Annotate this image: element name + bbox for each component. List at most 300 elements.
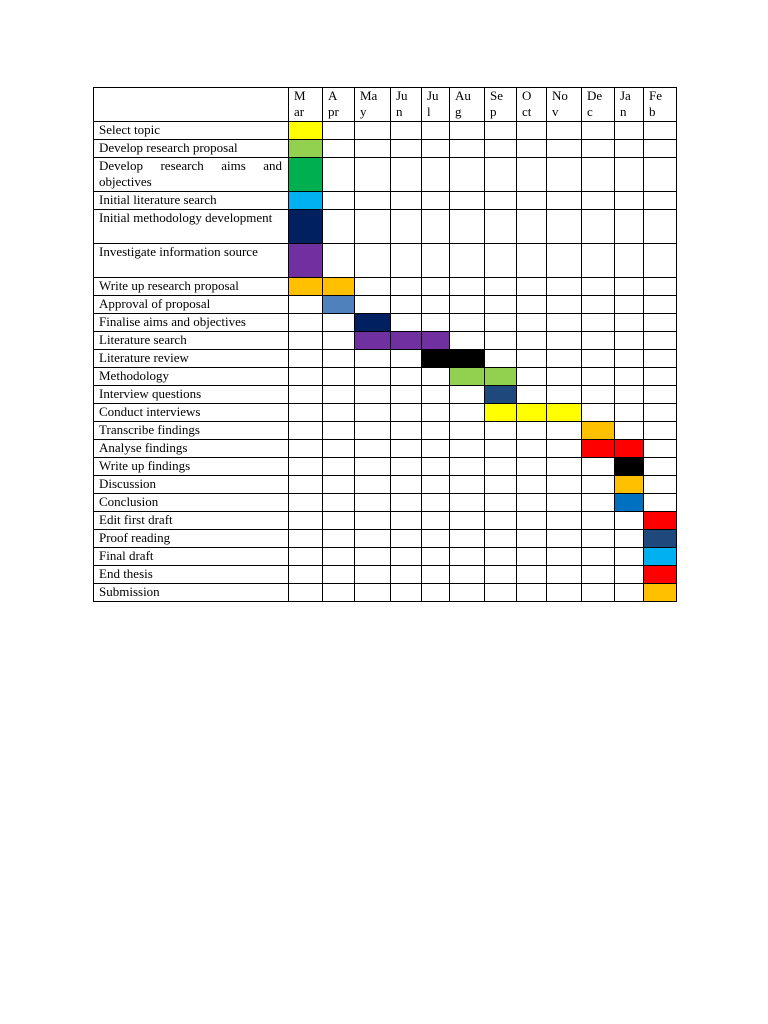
gantt-empty-cell [547,350,582,368]
gantt-empty-cell [450,244,485,278]
gantt-empty-cell [615,122,644,140]
gantt-empty-cell [450,278,485,296]
gantt-empty-cell [485,244,517,278]
task-row [94,314,677,332]
task-label-text: Interview questions [99,386,202,401]
gantt-empty-cell [391,386,422,404]
gantt-empty-cell [355,422,391,440]
gantt-empty-cell [391,548,422,566]
task-label [94,314,289,332]
gantt-empty-cell [391,350,422,368]
gantt-bar-cell [450,368,485,386]
gantt-empty-cell [391,314,422,332]
gantt-bar-cell [485,368,517,386]
gantt-empty-cell [547,210,582,244]
gantt-empty-cell [355,458,391,476]
gantt-empty-cell [323,530,355,548]
gantt-empty-cell [517,440,547,458]
month-header [323,88,355,122]
gantt-empty-cell [547,158,582,192]
gantt-empty-cell [582,494,615,512]
gantt-empty-cell [323,158,355,192]
gantt-empty-cell [485,314,517,332]
gantt-bar-cell [582,422,615,440]
month-header-part: b [649,104,656,119]
task-label [94,210,289,244]
gantt-empty-cell [422,122,450,140]
gantt-empty-cell [582,584,615,602]
gantt-empty-cell [547,476,582,494]
gantt-empty-cell [485,140,517,158]
task-label-text: Investigate information source [99,244,258,259]
gantt-empty-cell [517,458,547,476]
task-row [94,548,677,566]
gantt-empty-cell [450,404,485,422]
task-label-text: Submission [99,584,160,599]
month-header-part: O [522,88,532,103]
gantt-empty-cell [517,158,547,192]
gantt-empty-cell [485,476,517,494]
month-header [547,88,582,122]
gantt-empty-cell [355,296,391,314]
gantt-empty-cell [547,278,582,296]
gantt-empty-cell [422,494,450,512]
gantt-empty-cell [644,158,677,192]
gantt-empty-cell [422,296,450,314]
gantt-empty-cell [517,368,547,386]
gantt-empty-cell [323,584,355,602]
gantt-empty-cell [289,548,323,566]
month-header [289,88,323,122]
gantt-bar-cell [391,332,422,350]
task-label-text: Discussion [99,476,157,491]
gantt-bar-cell [289,158,323,192]
gantt-empty-cell [391,404,422,422]
gantt-empty-cell [615,278,644,296]
gantt-empty-cell [323,244,355,278]
month-header-part: Fe [649,88,662,103]
task-rows [94,122,677,602]
gantt-bar-cell [547,404,582,422]
gantt-empty-cell [517,422,547,440]
gantt-bar-cell [615,476,644,494]
gantt-empty-cell [485,332,517,350]
month-header-part: n [620,104,627,119]
gantt-bar-cell [289,210,323,244]
gantt-empty-cell [450,192,485,210]
gantt-empty-cell [289,296,323,314]
gantt-empty-cell [289,314,323,332]
gantt-empty-cell [582,296,615,314]
task-row [94,386,677,404]
gantt-empty-cell [391,458,422,476]
gantt-empty-cell [547,512,582,530]
gantt-empty-cell [547,458,582,476]
gantt-empty-cell [615,530,644,548]
gantt-empty-cell [355,476,391,494]
gantt-empty-cell [323,422,355,440]
task-label [94,512,289,530]
task-row [94,566,677,584]
gantt-bar-cell [450,350,485,368]
gantt-empty-cell [323,458,355,476]
task-label-text: Develop research aims and objectives [99,158,282,189]
gantt-empty-cell [450,296,485,314]
month-header [355,88,391,122]
task-label-text: Final draft [99,548,154,563]
task-label [94,548,289,566]
gantt-empty-cell [323,404,355,422]
gantt-empty-cell [391,122,422,140]
month-header-part: Ja [620,88,631,103]
gantt-empty-cell [485,210,517,244]
gantt-empty-cell [391,422,422,440]
gantt-empty-cell [547,386,582,404]
gantt-empty-cell [355,278,391,296]
gantt-empty-cell [644,404,677,422]
task-row [94,368,677,386]
gantt-empty-cell [644,350,677,368]
gantt-empty-cell [582,210,615,244]
gantt-empty-cell [289,440,323,458]
gantt-empty-cell [547,494,582,512]
gantt-empty-cell [615,192,644,210]
gantt-empty-cell [582,192,615,210]
gantt-empty-cell [517,244,547,278]
gantt-empty-cell [450,386,485,404]
task-label [94,458,289,476]
gantt-empty-cell [355,192,391,210]
gantt-empty-cell [517,512,547,530]
task-label-text: Methodology [99,368,170,383]
month-header-part: c [587,104,593,119]
gantt-empty-cell [485,566,517,584]
gantt-empty-cell [323,140,355,158]
gantt-empty-cell [391,566,422,584]
gantt-empty-cell [644,296,677,314]
gantt-empty-cell [547,368,582,386]
gantt-empty-cell [485,440,517,458]
task-label [94,566,289,584]
gantt-empty-cell [547,192,582,210]
task-label-text: Transcribe findings [99,422,200,437]
task-label [94,530,289,548]
month-header [450,88,485,122]
task-label [94,350,289,368]
gantt-empty-cell [422,584,450,602]
month-header [582,88,615,122]
gantt-empty-cell [485,512,517,530]
month-header-part: p [490,104,497,119]
gantt-empty-cell [355,404,391,422]
gantt-empty-cell [582,548,615,566]
gantt-bar-cell [422,350,450,368]
gantt-empty-cell [485,350,517,368]
gantt-empty-cell [355,122,391,140]
gantt-empty-cell [615,512,644,530]
gantt-empty-cell [391,494,422,512]
gantt-bar-cell [289,122,323,140]
task-label-text: Literature review [99,350,189,365]
gantt-empty-cell [422,458,450,476]
gantt-empty-cell [517,476,547,494]
gantt-empty-cell [615,140,644,158]
gantt-empty-cell [422,278,450,296]
task-label-text: Conduct interviews [99,404,201,419]
month-header-part: Au [455,88,471,103]
gantt-empty-cell [517,584,547,602]
task-label [94,158,289,192]
gantt-empty-cell [615,566,644,584]
gantt-empty-cell [355,386,391,404]
gantt-empty-cell [289,512,323,530]
task-label-text: Initial methodology development [99,210,273,225]
gantt-empty-cell [323,210,355,244]
gantt-empty-cell [355,368,391,386]
month-header [517,88,547,122]
gantt-empty-cell [644,440,677,458]
gantt-empty-cell [422,158,450,192]
gantt-empty-cell [450,422,485,440]
gantt-empty-cell [644,314,677,332]
gantt-empty-cell [289,530,323,548]
gantt-empty-cell [547,422,582,440]
gantt-empty-cell [355,584,391,602]
gantt-empty-cell [355,244,391,278]
task-label [94,244,289,278]
task-column-header [94,88,289,122]
gantt-empty-cell [422,192,450,210]
gantt-empty-cell [450,530,485,548]
gantt-bar-cell [644,512,677,530]
month-header-part: ar [294,104,305,119]
month-header-part: n [396,104,403,119]
gantt-empty-cell [391,210,422,244]
gantt-bar-cell [615,440,644,458]
gantt-empty-cell [450,314,485,332]
gantt-empty-cell [355,494,391,512]
gantt-empty-cell [615,314,644,332]
task-label-text: Select topic [99,122,161,137]
gantt-empty-cell [355,548,391,566]
task-label-text: Develop research proposal [99,140,238,155]
month-header-part: Se [490,88,503,103]
task-label-text: Write up research proposal [99,278,239,293]
gantt-empty-cell [644,386,677,404]
gantt-empty-cell [517,314,547,332]
month-header [615,88,644,122]
gantt-empty-cell [547,332,582,350]
gantt-empty-cell [323,548,355,566]
gantt-empty-cell [485,458,517,476]
gantt-empty-cell [517,122,547,140]
gantt-empty-cell [485,422,517,440]
gantt-empty-cell [582,158,615,192]
month-header-part: pr [328,104,339,119]
gantt-empty-cell [391,368,422,386]
task-row [94,122,677,140]
gantt-empty-cell [485,278,517,296]
gantt-empty-cell [450,122,485,140]
task-label-text: Analyse findings [99,440,188,455]
gantt-empty-cell [644,244,677,278]
gantt-bar-cell [355,332,391,350]
gantt-empty-cell [323,314,355,332]
gantt-empty-cell [450,512,485,530]
task-label [94,584,289,602]
month-header-part: Ju [396,88,408,103]
month-header-part: A [328,88,338,103]
gantt-empty-cell [391,512,422,530]
gantt-bar-cell [422,332,450,350]
gantt-empty-cell [323,386,355,404]
gantt-empty-cell [422,368,450,386]
gantt-empty-cell [391,530,422,548]
task-row [94,476,677,494]
task-row [94,210,677,244]
gantt-empty-cell [355,566,391,584]
month-header-row [94,88,677,122]
task-row [94,192,677,210]
gantt-empty-cell [485,158,517,192]
gantt-empty-cell [422,512,450,530]
gantt-empty-cell [289,584,323,602]
gantt-empty-cell [422,386,450,404]
gantt-empty-cell [422,210,450,244]
task-row [94,332,677,350]
task-row [94,244,677,278]
task-row [94,158,677,192]
gantt-empty-cell [517,350,547,368]
gantt-empty-cell [517,192,547,210]
gantt-empty-cell [391,192,422,210]
gantt-empty-cell [517,140,547,158]
task-label [94,140,289,158]
gantt-empty-cell [485,494,517,512]
gantt-empty-cell [485,296,517,314]
gantt-empty-cell [323,440,355,458]
gantt-bar-cell [289,244,323,278]
task-row [94,584,677,602]
task-label [94,440,289,458]
month-header-part: Ma [360,88,378,103]
task-label [94,386,289,404]
gantt-empty-cell [422,244,450,278]
gantt-bar-cell [485,386,517,404]
gantt-bar-cell [355,314,391,332]
gantt-empty-cell [355,210,391,244]
task-label [94,192,289,210]
gantt-empty-cell [422,404,450,422]
gantt-empty-cell [517,386,547,404]
gantt-empty-cell [355,350,391,368]
gantt-empty-cell [323,350,355,368]
task-row [94,278,677,296]
gantt-empty-cell [582,244,615,278]
gantt-empty-cell [422,440,450,458]
gantt-empty-cell [450,566,485,584]
gantt-empty-cell [582,314,615,332]
gantt-empty-cell [615,368,644,386]
task-label [94,368,289,386]
task-label-text: Initial literature search [99,192,217,207]
gantt-empty-cell [547,244,582,278]
task-label-text: Finalise aims and objectives [99,314,246,329]
gantt-empty-cell [391,140,422,158]
gantt-empty-cell [323,476,355,494]
gantt-empty-cell [289,476,323,494]
gantt-empty-cell [615,350,644,368]
gantt-empty-cell [323,192,355,210]
gantt-empty-cell [323,494,355,512]
task-label [94,296,289,314]
gantt-empty-cell [517,530,547,548]
gantt-empty-cell [582,140,615,158]
gantt-empty-cell [547,314,582,332]
gantt-empty-cell [450,440,485,458]
task-label-text: Edit first draft [99,512,173,527]
gantt-bar-cell [289,192,323,210]
gantt-empty-cell [547,122,582,140]
gantt-empty-cell [644,476,677,494]
task-row [94,512,677,530]
task-label [94,332,289,350]
gantt-empty-cell [517,332,547,350]
month-header-part: De [587,88,603,103]
gantt-empty-cell [450,158,485,192]
gantt-empty-cell [615,386,644,404]
task-label [94,404,289,422]
task-row [94,458,677,476]
gantt-empty-cell [547,584,582,602]
gantt-empty-cell [644,422,677,440]
gantt-empty-cell [422,314,450,332]
gantt-empty-cell [582,386,615,404]
gantt-chart-table [93,87,677,602]
task-label [94,278,289,296]
gantt-empty-cell [289,404,323,422]
gantt-empty-cell [450,140,485,158]
gantt-empty-cell [422,530,450,548]
gantt-bar-cell [644,584,677,602]
gantt-empty-cell [615,422,644,440]
task-label [94,422,289,440]
task-row [94,350,677,368]
gantt-empty-cell [547,296,582,314]
gantt-empty-cell [582,278,615,296]
task-row [94,530,677,548]
gantt-empty-cell [582,458,615,476]
gantt-empty-cell [289,494,323,512]
task-label-text: End thesis [99,566,153,581]
gantt-empty-cell [323,512,355,530]
month-header-part: Ju [427,88,439,103]
gantt-empty-cell [422,566,450,584]
gantt-empty-cell [547,548,582,566]
task-label [94,476,289,494]
gantt-empty-cell [517,494,547,512]
gantt-empty-cell [450,332,485,350]
task-row [94,440,677,458]
gantt-empty-cell [547,530,582,548]
gantt-bar-cell [517,404,547,422]
month-header [391,88,422,122]
gantt-empty-cell [355,158,391,192]
gantt-empty-cell [615,210,644,244]
month-header-part: M [294,88,306,103]
month-header [422,88,450,122]
gantt-empty-cell [323,368,355,386]
